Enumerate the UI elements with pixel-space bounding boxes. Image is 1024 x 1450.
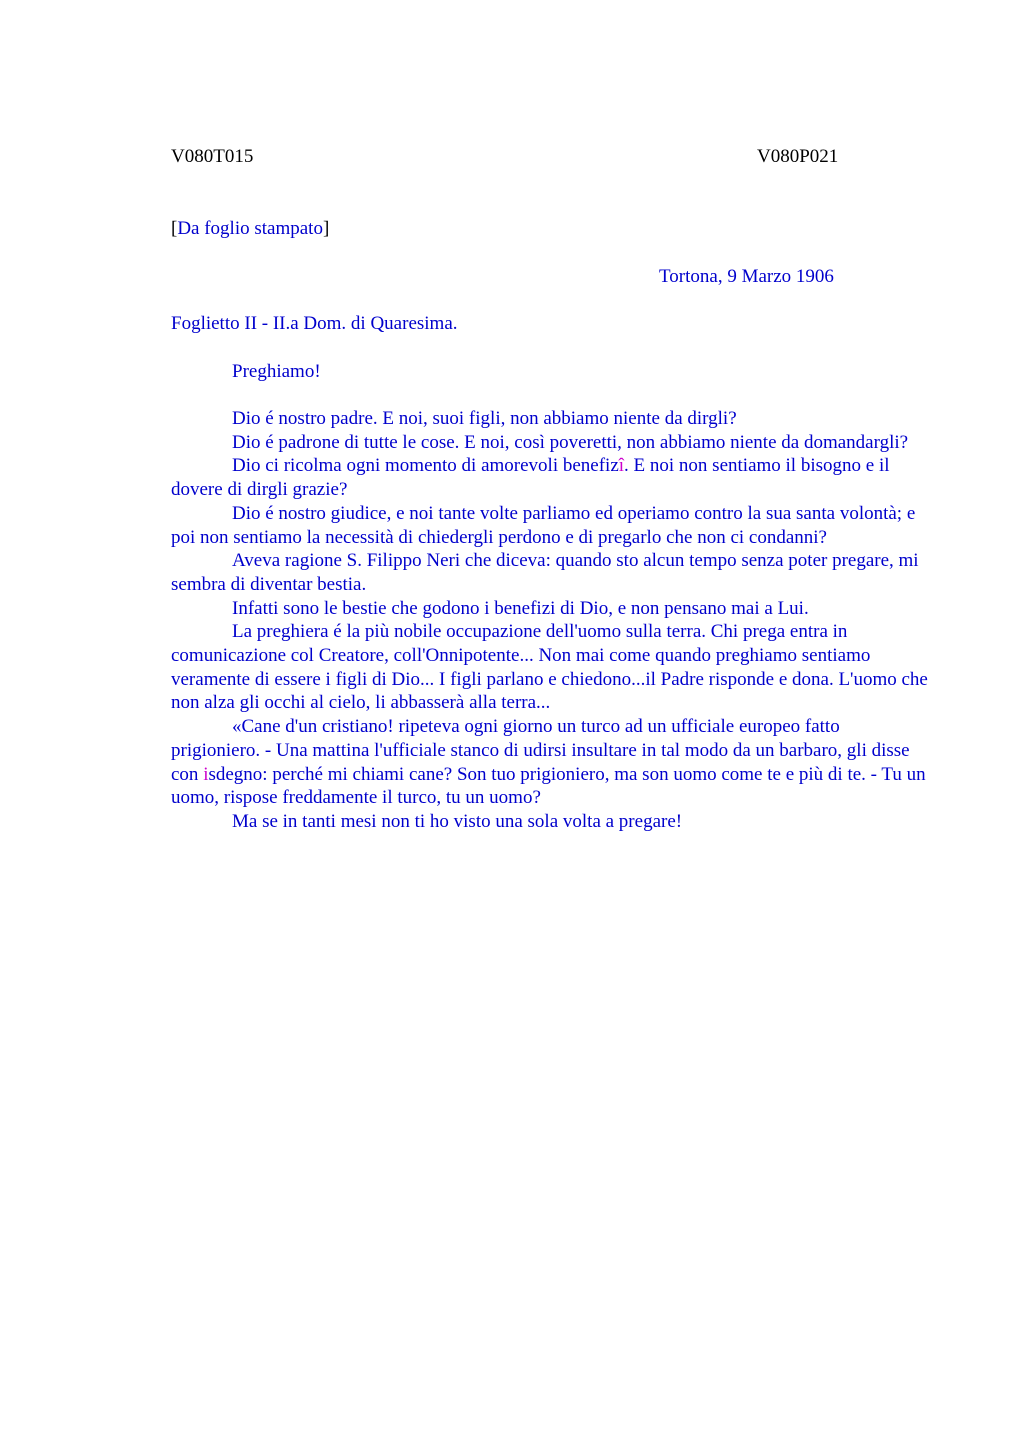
- paragraph-text: sdegno: perché mi chiami cane? Son tuo prigioniero, ma son uomo come te e più di te. - Tu un uomo, rispose freddamente il turco, tu un uomo?: [171, 763, 926, 809]
- title-line: Foglietto II - II.a Dom. di Quaresima.: [171, 313, 458, 334]
- paragraph-text: . E noi non sentiamo il bisogno e il dovere di dirgli grazie?: [171, 455, 890, 501]
- source-note-open-bracket: [: [171, 218, 178, 239]
- highlighted-char: i: [203, 763, 209, 785]
- highlighted-char: î: [618, 455, 625, 477]
- paragraph-text: «Cane d'un cristiano! ripeteva ogni giorno un turco ad un ufficiale europeo fatto prigioniero. - Una mattina l'ufficiale stanco di udirsi insultare in tal modo da un barbaro, gli disse con: [171, 716, 910, 785]
- page-code-right: V080P021: [757, 146, 839, 167]
- date-line: Tortona, 9 Marzo 1906: [659, 266, 834, 287]
- paragraph: Infatti sono le bestie che godono i benefizi di Dio, e non pensano mai a Lui.: [232, 597, 809, 619]
- paragraph: [171, 715, 931, 810]
- paragraph: Dio é nostro padre. E noi, suoi figli, non abbiamo niente da dirgli?: [232, 408, 737, 429]
- source-note-text: Da foglio stampato: [177, 218, 323, 239]
- paragraph: La preghiera é la più nobile occupazione dell'uomo sulla terra. Chi prega entra in comunicazione col Creatore, coll'Onnipotente... Non mai come quando preghiamo sentiamo veramente di essere i figli di Dio... I figli parlano e chiedono...il Padre risponde e dona. L'uomo che non alza gli occhi al cielo, li abbasserà alla terra...: [171, 621, 928, 714]
- body-text: [171, 407, 931, 834]
- paragraph: Aveva ragione S. Filippo Neri che diceva: quando sto alcun tempo senza poter pregare, mi sembra di diventar bestia.: [171, 550, 919, 595]
- source-note: [171, 218, 329, 240]
- opening-line: Preghiamo!: [232, 361, 321, 382]
- paragraph: [171, 454, 931, 501]
- source-note-close-bracket: ]: [322, 218, 330, 239]
- paragraph: Ma se in tanti mesi non ti ho visto una sola volta a pregare!: [232, 810, 683, 832]
- paragraph: Dio é padrone di tutte le cose. E noi, così poveretti, non abbiamo niente da domandargli?: [232, 431, 909, 453]
- paragraph-text: Dio ci ricolma ogni momento di amorevoli benefiz: [232, 455, 619, 477]
- paragraph: Dio é nostro giudice, e noi tante volte parliamo ed operiamo contro la sua santa volontà; e poi non sentiamo la necessità di chiedergli perdono e di pregarlo che non ci condanni?: [171, 502, 916, 548]
- document-code-left: V080T015: [171, 146, 254, 167]
